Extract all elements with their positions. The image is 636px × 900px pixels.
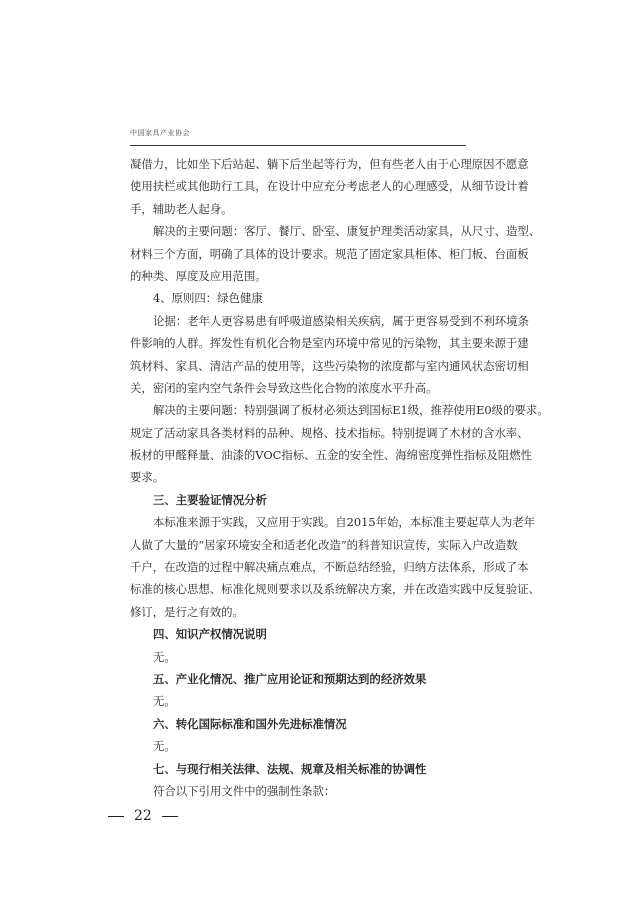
page-number: 22: [134, 808, 152, 824]
text-line: 筑材料、家具、清洁产品的使用等，这些污染物的浓度都与室内通风状态密切相: [130, 358, 529, 373]
section-heading: 四、知识产权情况说明: [153, 627, 267, 642]
text-line: 的种类、厚度及应用范围。: [130, 268, 267, 283]
text-line: 使用扶栏或其他助行工具，在设计中应充分考虑老人的心理感受，从细节设计着: [130, 179, 529, 194]
text-line: 解决的主要问题：客厅、餐厅、卧室、康复护理类活动家具，从尺寸、造型、: [153, 224, 541, 239]
section-heading: 三、主要验证情况分析: [153, 492, 267, 507]
section-heading: 七、与现行相关法律、法规、规章及相关标准的协调性: [153, 761, 427, 776]
text-line: 修订，是行之有效的。: [130, 604, 244, 619]
body-text: [130, 153, 549, 802]
header-rule: [130, 145, 466, 146]
section-heading: 六、转化国际标准和国外先进标准情况: [153, 716, 347, 731]
text-line: 符合以下引用文件中的强制性条款：: [153, 783, 336, 798]
text-line: 板材的甲醛释量、油漆的VOC指标、五金的安全性、海绵密度弹性指标及阻燃性: [130, 448, 532, 463]
text-line: 人做了大量的“居家环境安全和适老化改造”的科普知识宣传，实际入户改造数: [130, 537, 518, 552]
section-heading: 五、产业化情况、推广应用论证和预期达到的经济效果: [153, 671, 427, 686]
footer-dash-right: [162, 816, 178, 817]
text-line: 解决的主要问题：特别强调了板材必须达到国标E1级，推荐使用E0级的要求。: [153, 403, 549, 418]
text-line: 手，辅助老人起身。: [130, 201, 233, 216]
text-line: 关，密闭的室内空气条件会导致这些化合物的浓度水平升高。: [130, 380, 438, 395]
text-line: 论据：老年人更容易患有呼吸道感染相关疾病，属于更容易受到不利环境条: [153, 313, 529, 328]
footer-dash-left: [108, 816, 124, 817]
text-line: 无。: [153, 739, 176, 754]
text-line: 千户，在改造的过程中解决痛点难点，不断总结经验，归纳方法体系，形成了本: [130, 560, 529, 575]
text-line: 要求。: [130, 470, 165, 485]
text-line: 无。: [153, 649, 176, 664]
running-header: 中国家具产业协会: [130, 129, 190, 137]
text-line: 标准的核心思想、标准化规则要求以及系统解决方案，并在改造实践中反复验证、: [130, 582, 541, 597]
text-line: 4、原则四：绿色健康: [153, 291, 263, 306]
text-line: 件影响的人群。挥发性有机化合物是室内环境中常见的污染物，其主要来源于建: [130, 336, 529, 351]
text-line: 无。: [153, 694, 176, 709]
text-line: 规定了活动家具各类材料的品种、规格、技术指标。特别提调了木材的含水率、: [130, 425, 529, 440]
text-line: 凝借力，比如坐下后站起、躺下后坐起等行为，但有些老人由于心理原因不愿意: [130, 157, 529, 171]
text-line: 本标准来源于实践，又应用于实践。自2015年始，本标准主要起草人为老年: [153, 515, 536, 530]
text-line: 材料三个方面，明确了具体的设计要求。规范了固定家具柜体、柜门板、台面板: [130, 246, 529, 261]
page-footer: [98, 808, 188, 824]
